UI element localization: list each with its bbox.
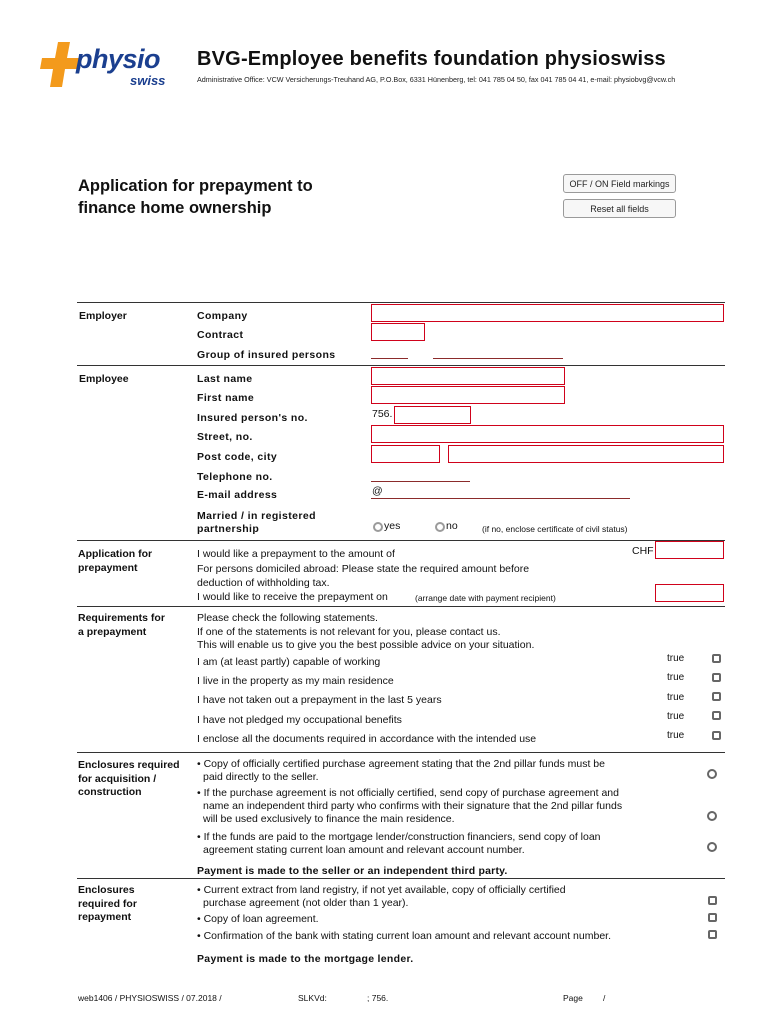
label-telephone: Telephone no.	[197, 471, 273, 483]
section-application-line1: Application for	[78, 548, 153, 560]
enclosure-rep-checkbox-3[interactable]	[708, 930, 717, 939]
enclosure-acq-item-1-line1: • Copy of officially certified purchase agreement stating that the 2nd pillar funds must be	[197, 758, 605, 770]
section-enclosures-acq-line1: Enclosures required	[78, 759, 180, 771]
divider-enclosures-acq	[77, 752, 725, 753]
married-yes-label: yes	[384, 520, 401, 532]
label-group: Group of insured persons	[197, 349, 336, 361]
requirement-checkbox-2[interactable]	[712, 673, 721, 682]
footer-insured-no: ; 756.	[367, 993, 389, 1003]
section-requirements	[78, 612, 165, 639]
requirement-item-5: I enclose all the documents required in accordance with the intended use	[197, 733, 537, 745]
logo-word: physio	[76, 44, 161, 74]
label-married	[197, 510, 316, 536]
form-title	[78, 175, 313, 219]
section-enclosures-rep-line2: required for	[78, 897, 137, 910]
enclosure-acq-item-2-line2: name an independent third party who confirms with their signature that the 2nd pillar funds	[203, 800, 623, 812]
enclosure-acq-item-1	[197, 758, 605, 784]
section-enclosures-rep	[78, 884, 137, 925]
requirements-intro-line3: This will enable us to give you the best possible advice on your situation.	[197, 639, 535, 651]
requirement-value-1: true	[667, 653, 685, 664]
married-no-radio[interactable]	[435, 522, 445, 532]
logo-sub: swiss	[130, 73, 166, 88]
toggle-field-markings-button[interactable]: OFF / ON Field markings	[563, 174, 676, 193]
requirement-item-3: I have not taken out a prepayment in the last 5 years	[197, 694, 442, 706]
enclosure-rep-checkbox-1[interactable]	[708, 896, 717, 905]
label-first-name: First name	[197, 392, 255, 404]
label-postcode: Post code, city	[197, 451, 278, 463]
married-yes-radio[interactable]	[373, 522, 383, 532]
section-requirements-line2: a prepayment	[78, 625, 147, 638]
divider-application	[77, 540, 725, 541]
insured-no-prefix: 756.	[372, 408, 393, 420]
enclosure-rep-item-1	[197, 884, 566, 910]
enclosure-rep-item-1-line1: • Current extract from land registry, if not yet available, copy of officially certified	[197, 884, 566, 896]
divider-requirements	[77, 606, 725, 607]
section-enclosures-rep-line1: Enclosures	[78, 884, 135, 896]
page-header-subtitle: Administrative Office: VCW Versicherungs-Treuhand AG, P.O.Box, 6331 Hünenberg, tel: 041 785 04 50, fax 041 785 04 41, e-mail: physiobvg@vcw.ch	[197, 75, 676, 84]
label-last-name: Last name	[197, 373, 253, 385]
enclosure-acq-radio-3[interactable]	[707, 842, 717, 852]
civil-status-note: (if no, enclose certificate of civil status)	[482, 524, 628, 534]
label-company: Company	[197, 310, 248, 322]
enclosure-acq-item-1-line2: paid directly to the seller.	[203, 771, 319, 783]
divider-employee	[77, 365, 725, 366]
receive-date-note: (arrange date with payment recipient)	[415, 593, 556, 603]
email-at: @	[372, 485, 383, 497]
enclosure-acq-item-2	[197, 787, 622, 826]
logo	[40, 42, 175, 97]
requirement-item-2: I live in the property as my main residence	[197, 675, 394, 687]
enclosure-acq-item-3-line1: • If the funds are paid to the mortgage lender/construction financiers, send copy of loan	[197, 831, 601, 843]
footer-code: web1406 / PHYSIOSWISS / 07.2018 /	[78, 993, 222, 1003]
footer-page-label: Page	[563, 993, 583, 1003]
enclosure-rep-item-3: • Confirmation of the bank with stating current loan amount and relevant account number.	[197, 930, 611, 942]
enclosure-acq-item-3-line2: agreement stating current loan amount and relevant account number.	[203, 844, 525, 856]
requirement-value-3: true	[667, 692, 685, 703]
requirement-value-4: true	[667, 711, 685, 722]
divider-employer	[77, 302, 725, 303]
prepayment-amount-field[interactable]	[655, 541, 724, 559]
requirement-checkbox-5[interactable]	[712, 731, 721, 740]
enclosure-acq-radio-1[interactable]	[707, 769, 717, 779]
section-application	[78, 548, 152, 575]
requirement-checkbox-4[interactable]	[712, 711, 721, 720]
city-field[interactable]	[448, 445, 724, 463]
first-name-field[interactable]	[371, 386, 565, 404]
section-enclosures-rep-line3: repayment	[78, 911, 132, 923]
postcode-field[interactable]	[371, 445, 440, 463]
abroad-note-line2: deduction of withholding tax.	[197, 576, 330, 589]
requirement-item-4: I have not pledged my occupational benefits	[197, 714, 402, 726]
payment-note-rep: Payment is made to the mortgage lender.	[197, 953, 414, 965]
page-header-title: BVG-Employee benefits foundation physioswiss	[197, 48, 666, 70]
requirement-value-2: true	[667, 672, 685, 683]
footer-page-slash: /	[603, 993, 606, 1003]
requirements-intro-line1: Please check the following statements.	[197, 612, 378, 624]
contract-field[interactable]	[371, 323, 425, 341]
married-no-label: no	[446, 520, 458, 532]
receive-date-text: I would like to receive the prepayment on	[197, 591, 388, 603]
enclosure-rep-item-1-line2: purchase agreement (not older than 1 year).	[203, 897, 409, 909]
footer-slk: SLKVd:	[298, 993, 327, 1003]
requirement-checkbox-1[interactable]	[712, 654, 721, 663]
requirement-checkbox-3[interactable]	[712, 692, 721, 701]
label-married-line1: Married / in registered	[197, 510, 316, 522]
form-title-line2: finance home ownership	[78, 199, 272, 217]
enclosure-acq-radio-2[interactable]	[707, 811, 717, 821]
section-enclosures-acq-line2: for acquisition /	[78, 772, 157, 785]
label-married-line2: partnership	[197, 523, 260, 535]
requirement-value-5: true	[667, 730, 685, 741]
payment-note-acq: Payment is made to the seller or an independent third party.	[197, 865, 508, 877]
section-application-line2: prepayment	[78, 561, 138, 574]
section-employer: Employer	[79, 310, 127, 322]
prepayment-amount-text: I would like a prepayment to the amount of	[197, 548, 395, 560]
label-email: E-mail address	[197, 489, 278, 501]
group-field-2[interactable]	[433, 345, 563, 359]
reset-all-fields-button[interactable]: Reset all fields	[563, 199, 676, 218]
requirements-intro	[197, 612, 534, 653]
enclosure-acq-item-2-line1: • If the purchase agreement is not officially certified, send copy of purchase agreement and	[197, 787, 619, 799]
enclosure-acq-item-2-line3: will be used exclusively to finance the main residence.	[203, 813, 455, 825]
receive-date-field[interactable]	[655, 584, 724, 602]
requirement-item-1: I am (at least partly) capable of working	[197, 656, 381, 668]
abroad-note	[197, 563, 529, 590]
telephone-field[interactable]	[371, 467, 470, 482]
last-name-field[interactable]	[371, 367, 565, 385]
label-insured-no: Insured person's no.	[197, 412, 308, 424]
insured-no-field[interactable]	[394, 406, 471, 424]
enclosure-rep-checkbox-2[interactable]	[708, 913, 717, 922]
email-field[interactable]	[371, 485, 630, 499]
section-enclosures-acq-line3: construction	[78, 786, 142, 798]
label-contract: Contract	[197, 329, 244, 341]
divider-enclosures-rep	[77, 878, 725, 879]
company-field[interactable]	[371, 304, 724, 322]
abroad-note-line1: For persons domiciled abroad: Please state the required amount before	[197, 563, 530, 575]
section-requirements-line1: Requirements for	[78, 612, 165, 624]
enclosure-acq-item-3	[197, 831, 601, 857]
section-enclosures-acq	[78, 759, 180, 800]
group-field-1[interactable]	[371, 345, 408, 359]
enclosure-rep-item-2: • Copy of loan agreement.	[197, 913, 319, 925]
form-title-line1: Application for prepayment to	[78, 177, 313, 195]
requirements-intro-line2: If one of the statements is not relevant for you, please contact us.	[197, 625, 501, 638]
section-employee: Employee	[79, 373, 129, 385]
street-field[interactable]	[371, 425, 724, 443]
currency-label: CHF	[632, 545, 654, 557]
label-street: Street, no.	[197, 431, 253, 443]
